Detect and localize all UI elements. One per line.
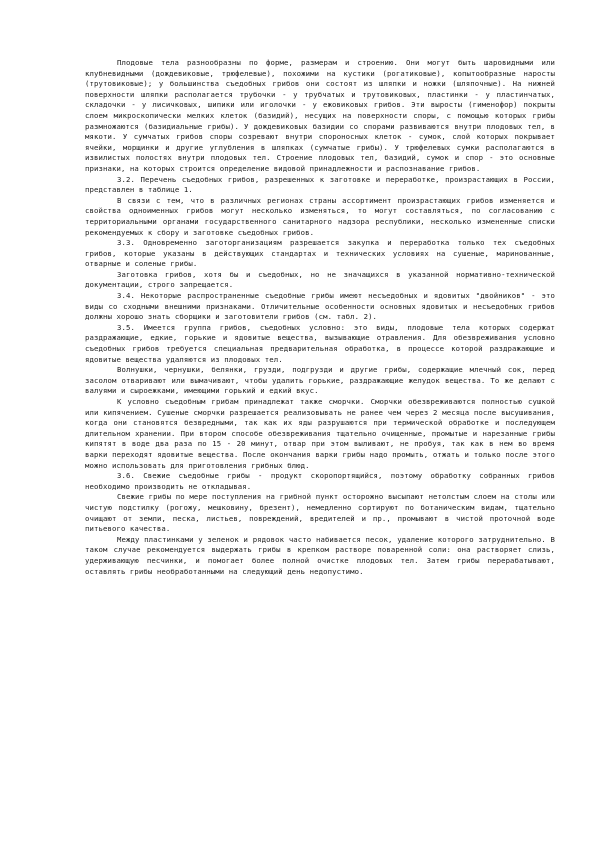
paragraph-3-6: 3.6. Свежие съедобные грибы - продукт скоропортящийся, поэтому обработку собранных грибов необходимо производить не откладывая.: [85, 471, 555, 491]
paragraph-milky-mushrooms: Волнушки, чернушки, белянки, грузди, подгрузди и другие грибы, содержащие млечный сок, перед засолом отваривают или вымачивают, чтобы удалить горькие, раздражающие желудок вещества. То же делают с валуями и сыроежками, имеющими горький и едкий вкус.: [85, 365, 555, 396]
paragraph-3-2: 3.2. Перечень съедобных грибов, разрешенных к заготовке и переработке, произрастающих в России, представлен в таблице 1.: [85, 174, 555, 195]
paragraph-3-4: 3.4. Некоторые распространенные съедобные грибы имеют несъедобных и ядовитых "двойников" - это виды со сходными внешними признаками. Отличительные особенности основных ядовитых и несъедобных грибов должны хорошо знать сборщики и заготовители грибов (см. табл. 2).: [85, 291, 555, 322]
paragraph-prohibition: Заготовка грибов, хотя бы и съедобных, но не значащихся в указанной нормативно-технической документации, строго запрещается.: [85, 269, 555, 290]
paragraph-morels: К условно съедобным грибам принадлежат также сморчки. Сморчки обезвреживаются полностью сушкой или кипячением. Сушеные сморчки разрешается реализовывать не ранее чем через 2 месяца после высушивания, когда они становятся безвредными, так как их яды разрушаются при термической обработке и последующем длительном хранении. При втором способе обезвреживания тщательно очищенные, промытые и нарезанные грибы кипятят в воде два раза по 15 - 20 минут, отвар при этом выливают, не пробуя, так как в нем во время варки переходят ядовитые вещества. После окончания варки грибы надо промыть, отжать и только после этого можно использовать для приготовления грибных блюд.: [85, 397, 555, 470]
paragraph-fruiting-bodies: Плодовые тела разнообразны по форме, размерам и строению. Они могут быть шаровидными или клубневидными (дождевиковые, трюфелевые), похожими на кустики (рогатиковые), копытообразные наросты (трутовиковые); у большинства съедобных грибов они состоят из шляпки и ножки (шляпочные). На нижней поверхности шляпки располагается трубочки - у трубчатых и трутовиковых, пластинки - у пластинчатых, складочки - у лисичковых, шипики или иголочки - у ежовиковых грибов. Эти выросты (гименофор) покрыты слоем микроскопически мелких клеток (базидий), несущих на поверхности споры, с помощью которых грибы размножаются (базидиальные грибы). У дождевиковых базидии со спорами развиваются внутри плодовых тел, в мякоти. У сумчатых грибов споры созревают внутри спороносных клеток - сумок, слой которых покрывает ячейки, морщинки и другие углубления в шляпках (сумчатые грибы). У трюфелевых сумки располагаются в извилистых полостях внутри плодовых тел. Строение плодовых тел, базидий, сумок и спор - это основные признаки, на которых строится определение видовой принадлежности и распознавание грибов.: [85, 58, 555, 173]
paragraph-sorting: Свежие грибы по мере поступления на грибной пункт осторожно высыпают нетолстым слоем на столы или чистую подстилку (рогожу, мешковину, брезент), немедленно сортируют по ботаническим видам, тщательно очищают от земли, песка, листьев, повреждений, вредителей и пр., промывают в чистой проточной воде питьевого качества.: [85, 492, 555, 534]
paragraph-sand-removal: Между пластинками у зеленок и рядовок часто набивается песок, удаление которого затруднительно. В таком случае рекомендуется выдержать грибы в крепком растворе поваренной соли: она растворяет слизь, удерживающую песчинки, и помогает более полной очистке плодовых тел. Затем грибы перерабатывают, оставлять грибы необработанными на следующий день недопустимо.: [85, 534, 555, 576]
document-page: [85, 58, 555, 577]
paragraph-regional-lists: В связи с тем, что в различных регионах страны ассортимент произрастающих грибов изменяется и свойства одноименных грибов могут несколько изменяться, то могут составляться, по согласованию с территориальными органами государственного санитарного надзора республики, несколько измененные списки рекомендуемых к сбору и заготовке съедобных грибов.: [85, 195, 555, 237]
paragraph-3-5: 3.5. Имеется группа грибов, съедобных условно: это виды, плодовые тела которых содержат раздражающие, едкие, горькие и ядовитые вещества, вызывающие отравления. Для обезвреживания условно съедобных грибов требуется специальная предварительная обработка, в процессе которой раздражающие и ядовитые вещества удаляются из плодовых тел.: [85, 322, 555, 364]
paragraph-3-3: 3.3. Одновременно заготорганизациям разрешается закупка и переработка только тех съедобных грибов, которые указаны в действующих стандартах и технических условиях на сушеные, маринованные, отварные и соленые грибы.: [85, 238, 555, 269]
